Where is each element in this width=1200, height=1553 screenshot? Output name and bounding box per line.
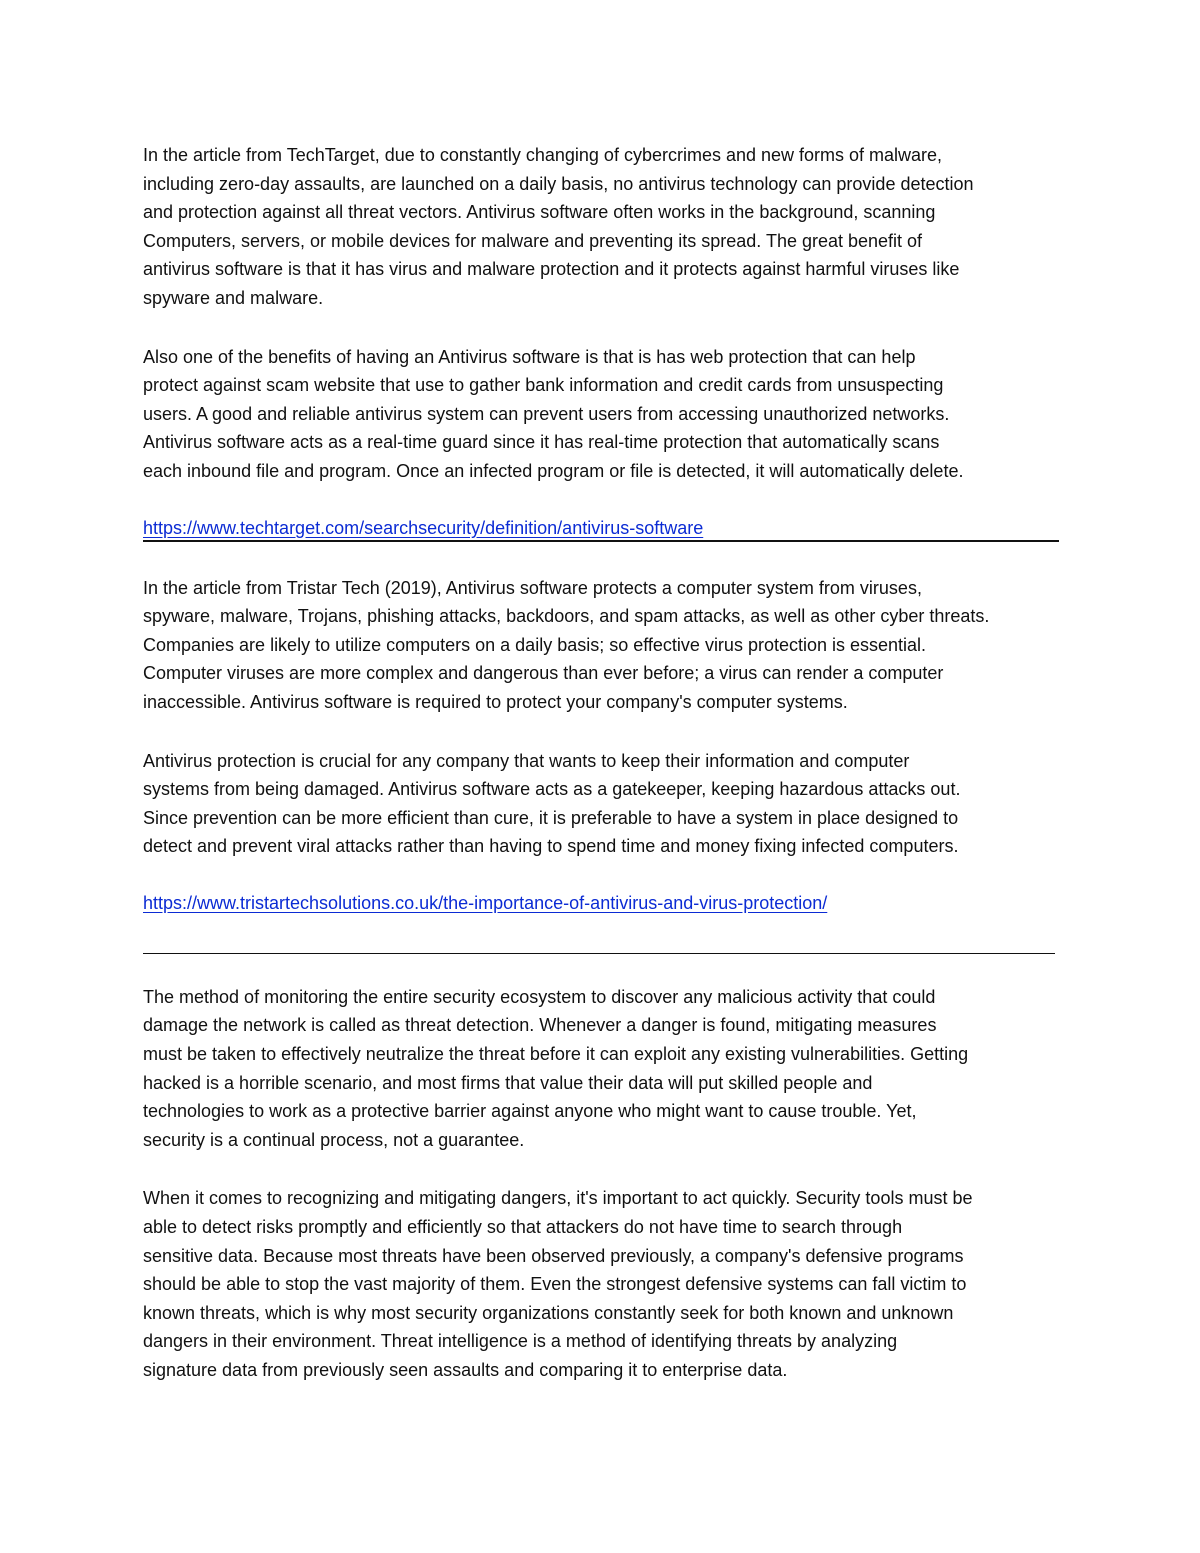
- text-line: Also one of the benefits of having an Antivirus software is that is has web protection that can help: [143, 346, 916, 367]
- paragraph-threat-intelligence: [143, 1184, 1061, 1384]
- paragraph-tristar-summary: [143, 574, 1061, 717]
- text-line: each inbound file and program. Once an infected program or file is detected, it will automatically delete.: [143, 460, 964, 481]
- text-line: spyware and malware.: [143, 287, 324, 308]
- text-line: Companies are likely to utilize computers on a daily basis; so effective virus protection is essential.: [143, 634, 927, 655]
- text-line: must be taken to effectively neutralize the threat before it can exploit any existing vulnerabilities. Getting: [143, 1044, 969, 1065]
- text-line: sensitive data. Because most threats have been observed previously, a company's defensive programs: [143, 1245, 964, 1266]
- text-line: known threats, which is why most security organizations constantly seek for both known and unknown: [143, 1302, 954, 1323]
- text-line: detect and prevent viral attacks rather than having to spend time and money fixing infected computers.: [143, 836, 959, 857]
- text-line: In the article from Tristar Tech (2019), Antivirus software protects a computer system from viruses,: [143, 577, 922, 598]
- text-line: able to detect risks promptly and efficiently so that attackers do not have time to search through: [143, 1217, 903, 1238]
- paragraph-gatekeeper: [143, 747, 1061, 861]
- text-line: signature data from previously seen assaults and comparing it to enterprise data.: [143, 1360, 788, 1380]
- text-line: damage the network is called as threat detection. Whenever a danger is found, mitigating measures: [143, 1015, 937, 1036]
- text-line: In the article from TechTarget, due to constantly changing of cybercrimes and new forms of malware,: [143, 145, 943, 165]
- text-line: When it comes to recognizing and mitigating dangers, it's important to act quickly. Security tools must be: [143, 1188, 973, 1209]
- text-line: spyware, malware, Trojans, phishing attacks, backdoors, and spam attacks, as well as other cyber threats.: [143, 606, 990, 627]
- text-line: protect against scam website that use to gather bank information and credit cards from unsuspecting: [143, 375, 944, 396]
- text-line: Computers, servers, or mobile devices for malware and preventing its spread. The great benefit of: [143, 230, 923, 251]
- techtarget-link[interactable]: https://www.techtarget.com/searchsecurity/definition/antivirus-software: [143, 517, 704, 538]
- section-divider: [143, 953, 1055, 954]
- text-line: dangers in their environment. Threat intelligence is a method of identifying threats by analyzing: [143, 1331, 898, 1352]
- paragraph-web-protection: [143, 343, 1061, 486]
- document-body: [143, 141, 1061, 1385]
- text-line: antivirus software is that it has virus and malware protection and it protects against harmful viruses like: [143, 259, 960, 280]
- text-line: Antivirus software acts as a real-time guard since it has real-time protection that automatically scans: [143, 432, 940, 453]
- text-line: inaccessible. Antivirus software is required to protect your company's computer systems.: [143, 691, 848, 712]
- reference-techtarget: [143, 514, 1061, 544]
- text-line: security is a continual process, not a guarantee.: [143, 1129, 525, 1150]
- text-line: technologies to work as a protective barrier against anyone who might want to cause trouble. Yet,: [143, 1101, 917, 1122]
- text-line: Computer viruses are more complex and dangerous than ever before; a virus can render a computer: [143, 663, 944, 684]
- text-line: including zero-day assaults, are launched on a daily basis, no antivirus technology can provide detection: [143, 173, 974, 194]
- text-line: and protection against all threat vectors. Antivirus software often works in the background, scanning: [143, 202, 936, 223]
- paragraph-threat-detection: [143, 983, 1061, 1155]
- tristar-link[interactable]: https://www.tristartechsolutions.co.uk/the-importance-of-antivirus-and-virus-protection/: [143, 892, 828, 913]
- text-line: should be able to stop the vast majority of them. Even the strongest defensive systems can fall victim to: [143, 1274, 967, 1295]
- reference-tristar: [143, 889, 1061, 983]
- text-line: Since prevention can be more efficient than cure, it is preferable to have a system in place designed to: [143, 807, 959, 828]
- text-line: The method of monitoring the entire security ecosystem to discover any malicious activity that could: [143, 986, 936, 1007]
- text-line: Antivirus protection is crucial for any company that wants to keep their information and computer: [143, 750, 910, 771]
- paragraph-techtarget-summary: [143, 141, 1061, 313]
- text-line: hacked is a horrible scenario, and most firms that value their data will put skilled people and: [143, 1072, 873, 1093]
- text-line: systems from being damaged. Antivirus software acts as a gatekeeper, keeping hazardous attacks out.: [143, 779, 961, 800]
- section-divider: [143, 540, 1059, 542]
- text-line: users. A good and reliable antivirus system can prevent users from accessing unauthorized networks.: [143, 403, 950, 424]
